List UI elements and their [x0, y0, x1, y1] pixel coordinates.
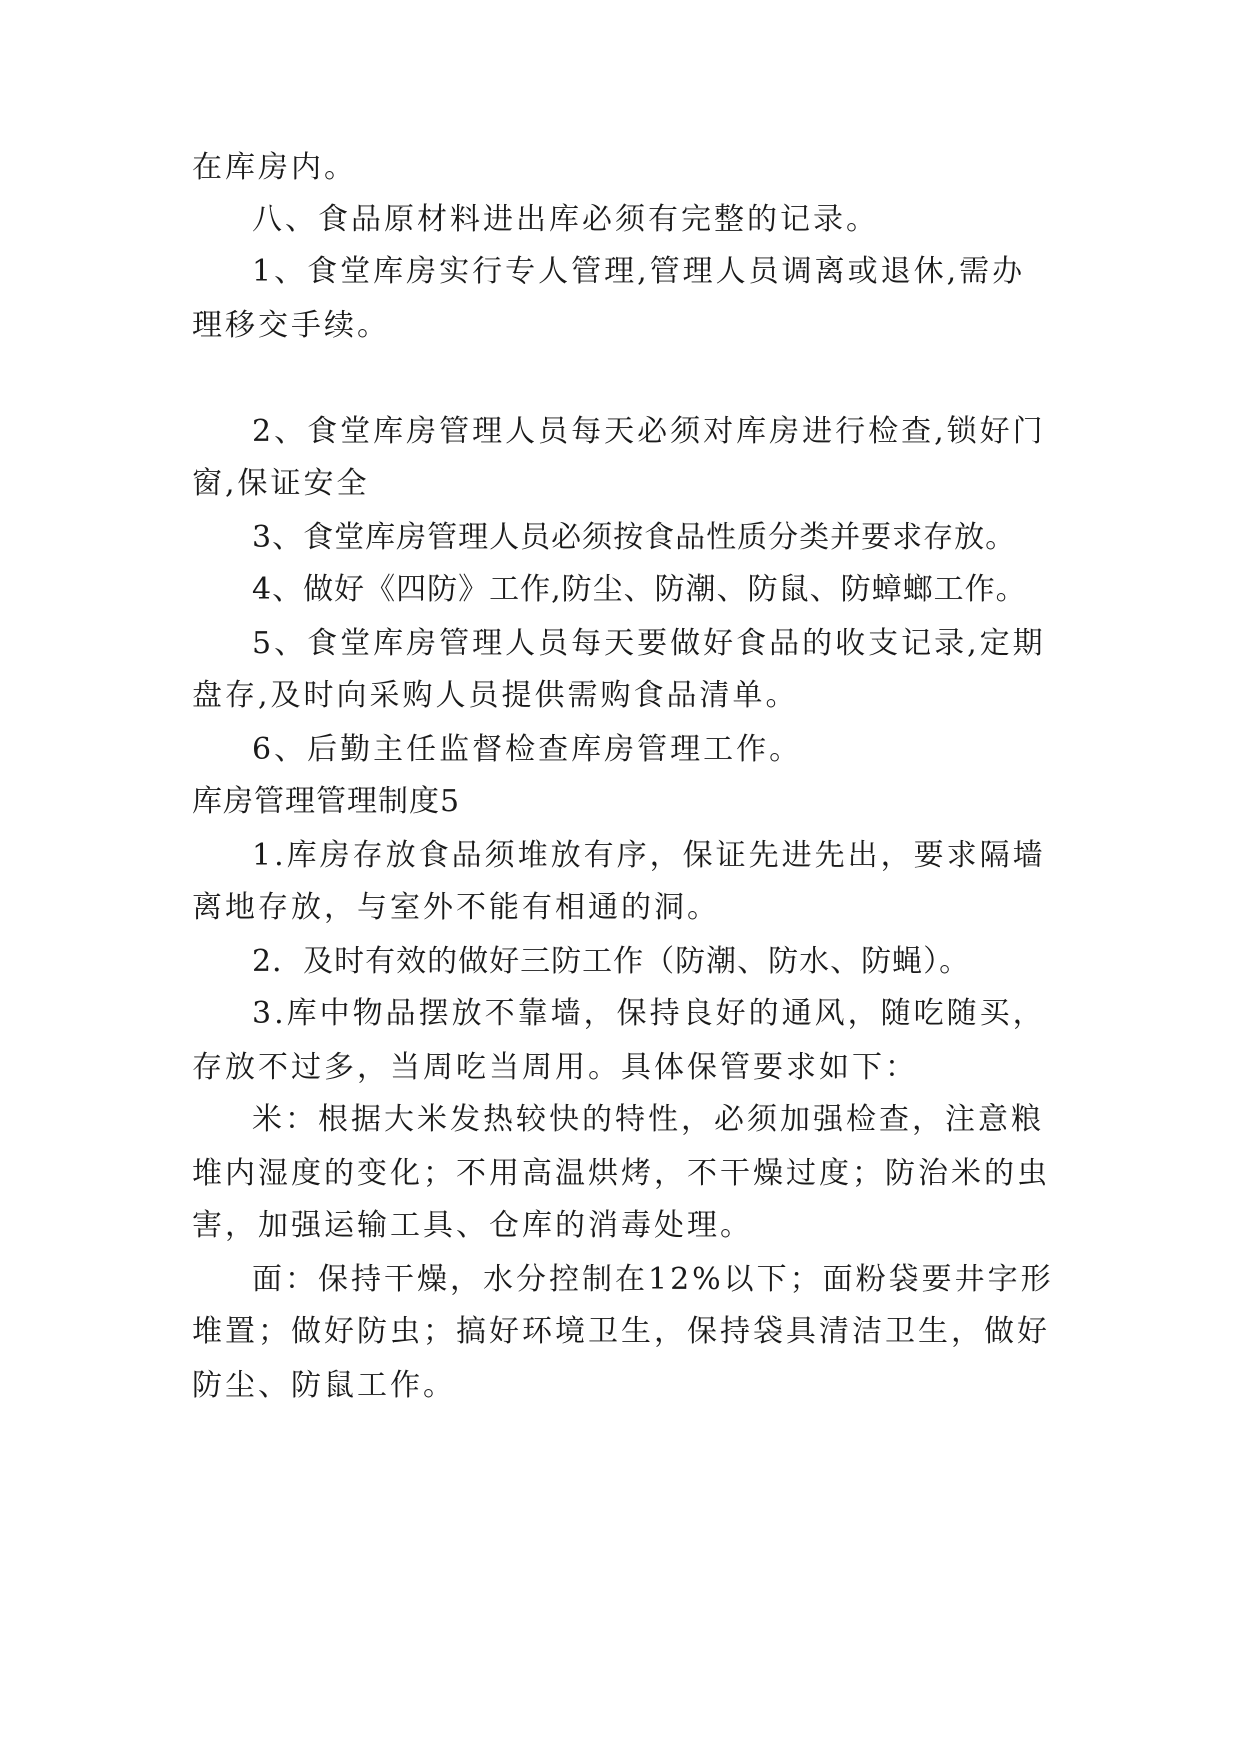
text-line: 在库房内。 [192, 150, 357, 185]
text-line: 堆内湿度的变化；不用高温烘烤，不干燥过度；防治米的虫 [192, 1156, 1050, 1191]
text-line: 离地存放，与室外不能有相通的洞。 [192, 890, 720, 925]
text-line: 3.库中物品摆放不靠墙，保持良好的通风，随吃随买， [252, 996, 1046, 1031]
text-line: 6、后勤主任监督检查库房管理工作。 [252, 732, 803, 767]
text-line: 窗,保证安全 [192, 466, 370, 501]
text-line: 八、食品原材料进出库必须有完整的记录。 [252, 202, 879, 237]
text-line: 3、食堂库房管理人员必须按食品性质分类并要求存放。 [252, 520, 1017, 555]
text-line: 面：保持干燥，水分控制在12%以下；面粉袋要井字形 [252, 1262, 1054, 1297]
text-line: 4、做好《四防》工作,防尘、防潮、防鼠、防蟑螂工作。 [252, 572, 1027, 607]
text-line: 理移交手续。 [192, 308, 390, 343]
text-line: 1.库房存放食品须堆放有序，保证先进先出，要求隔墙 [252, 838, 1046, 873]
text-line: 防尘、防鼠工作。 [192, 1368, 456, 1403]
text-line: 1、食堂库房实行专人管理,管理人员调离或退休,需办 [252, 254, 1026, 289]
text-line: 米：根据大米发热较快的特性，必须加强检查，注意粮 [252, 1102, 1044, 1137]
text-line: 堆置；做好防虫；搞好环境卫生，保持袋具清洁卫生，做好 [192, 1314, 1050, 1349]
text-line: 害，加强运输工具、仓库的消毒处理。 [192, 1208, 753, 1243]
text-line: 5、食堂库房管理人员每天要做好食品的收支记录,定期 [252, 626, 1046, 661]
text-line: 存放不过多，当周吃当周用。具体保管要求如下： [192, 1050, 918, 1085]
text-line: 2．及时有效的做好三防工作（防潮、防水、防蝇）。 [252, 944, 971, 979]
section-heading: 库房管理管理制度5 [192, 784, 461, 819]
text-line: 盘存,及时向采购人员提供需购食品清单。 [192, 678, 799, 713]
text-line: 2、食堂库房管理人员每天必须对库房进行检查,锁好门 [252, 414, 1046, 449]
